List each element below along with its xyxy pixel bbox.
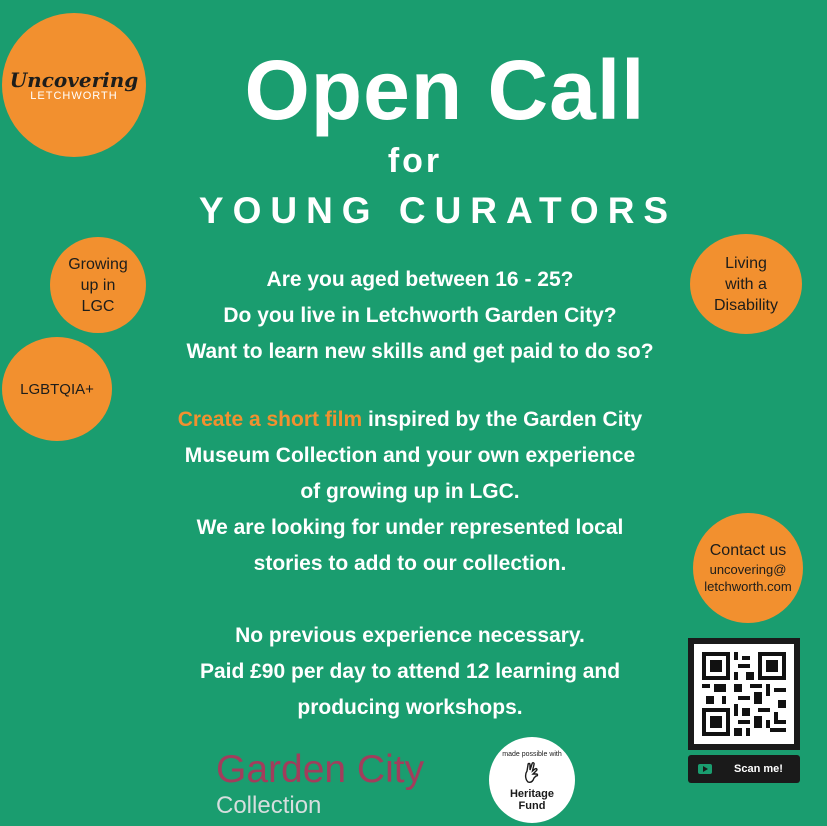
- description-line: stories to add to our collection.: [253, 552, 567, 575]
- program-description: [100, 402, 720, 582]
- qr-code-frame[interactable]: [688, 638, 800, 750]
- scan-me-button[interactable]: [688, 755, 800, 783]
- uncovering-letchworth-logo: [2, 13, 146, 157]
- heritage-fund-badge: [489, 737, 575, 823]
- question-line: Do you live in Letchworth Garden City?: [223, 304, 617, 327]
- tag-living-line: Disability: [713, 296, 778, 314]
- description-line: [100, 402, 720, 438]
- description-line-rest: inspired by the Garden City: [362, 408, 643, 431]
- tag-growing-line: Growing: [68, 255, 128, 273]
- headline-subtitle: YOUNG CURATORS: [198, 190, 678, 231]
- tag-growing-line: LGC: [81, 297, 115, 315]
- footer-line: Paid £90 per day to attend 12 learning and: [199, 660, 621, 683]
- heritage-name-line: Heritage: [509, 787, 555, 800]
- description-line: of growing up in LGC.: [300, 480, 520, 503]
- logo-sub-text: LETCHWORTH: [30, 90, 118, 102]
- play-icon: [698, 764, 712, 774]
- tag-growing-line: up in: [80, 276, 116, 294]
- contact-email-line: letchworth.com: [704, 579, 792, 594]
- payment-details: [100, 618, 720, 726]
- tag-living-line: Living: [725, 254, 767, 272]
- heritage-name-line: Fund: [518, 799, 546, 812]
- logo-main-text: Uncovering: [9, 68, 139, 92]
- description-line: Museum Collection and your own experience: [184, 444, 636, 467]
- description-line: We are looking for under represented local: [196, 516, 624, 539]
- headline-for: for: [387, 142, 443, 180]
- footer-line: producing workshops.: [297, 696, 523, 719]
- headline-title: Open Call: [244, 43, 646, 137]
- tag-living-line: with a: [725, 275, 767, 293]
- qr-code-icon: [702, 652, 786, 736]
- highlight-create-film: Create a short film: [177, 408, 363, 431]
- footer-line: No previous experience necessary.: [235, 624, 585, 647]
- gc-logo-main: Garden City: [216, 748, 425, 791]
- question-line: Want to learn new skills and get paid to do so?: [186, 340, 654, 363]
- crossed-fingers-icon: [519, 760, 545, 786]
- contact-email-line: uncovering@: [709, 562, 787, 577]
- heritage-top-text: made possible with: [502, 750, 562, 758]
- question-line: Are you aged between 16 - 25?: [266, 268, 574, 291]
- qr-code[interactable]: [694, 644, 794, 744]
- garden-city-collection-logo: [216, 748, 424, 820]
- eligibility-questions: [100, 262, 740, 370]
- tag-lgbt-label: LGBTQIA+: [20, 380, 94, 398]
- tag-lgbtqia: [2, 337, 112, 441]
- gc-logo-sub: Collection: [216, 792, 322, 819]
- scan-me-label: Scan me!: [734, 763, 783, 775]
- contact-title: Contact us: [709, 542, 787, 559]
